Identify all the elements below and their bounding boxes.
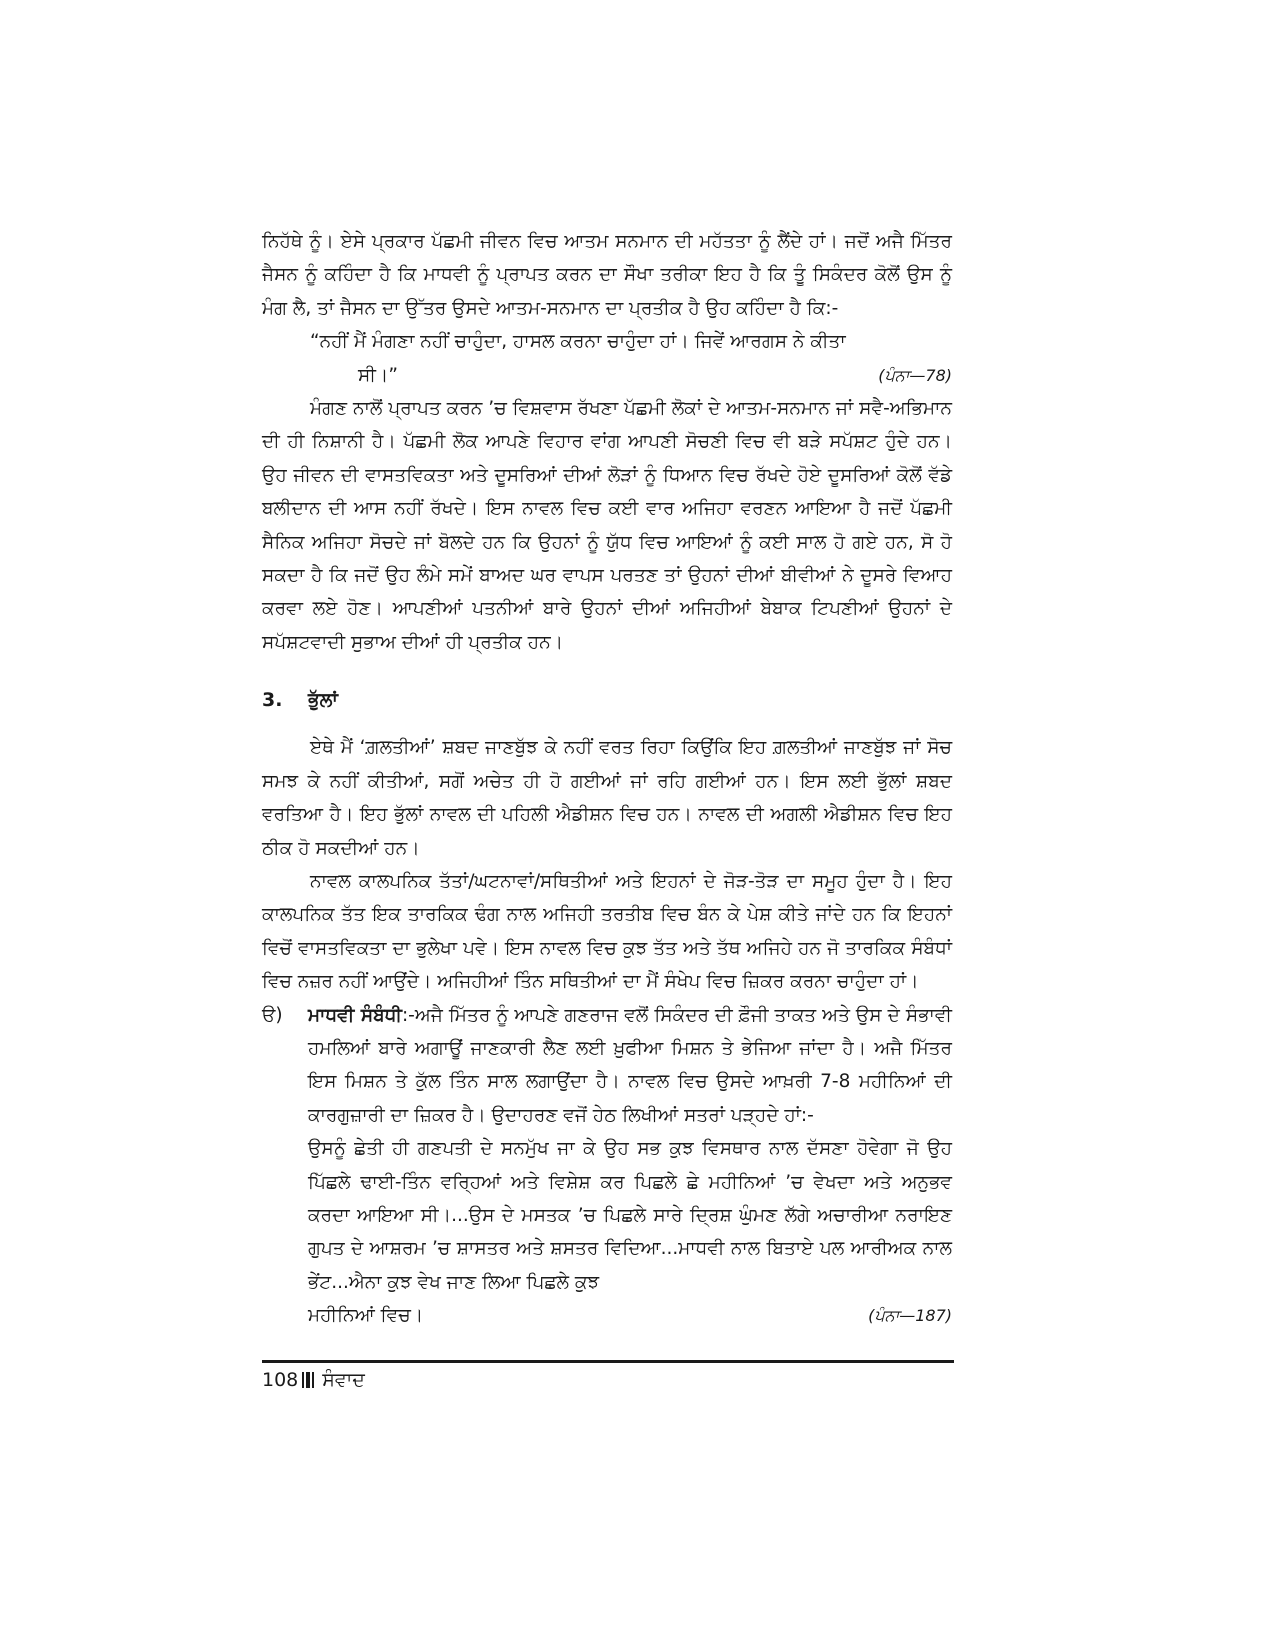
quote-1-line-2: ਸੀ।” (358, 364, 398, 386)
list-item-a (262, 999, 952, 1333)
list-item-quote-last-line (308, 1299, 952, 1332)
quote-1-line-1: “ਨਹੀਂ ਮੈਂ ਮੰਗਣਾ ਨਹੀਂ ਚਾਹੁੰਦਾ, ਹਾਸਲ ਕਰਨਾ ਚਾਹੁੰਦਾ ਹਾਂ। ਜਿਵੇਂ ਆਰਗਸ ਨੇ ਕੀਤਾ (310, 331, 846, 353)
paragraph-2: ਮੰਗਣ ਨਾਲੋਂ ਪ੍ਰਾਪਤ ਕਰਨ ’ਚ ਵਿਸ਼ਵਾਸ ਰੱਖਣਾ ਪੱਛਮੀ ਲੋਕਾਂ ਦੇ ਆਤਮ-ਸਨਮਾਨ ਜਾਂ ਸਵੈ-ਅਭਿਮਾਨ ਦੀ ਹੀ ਨਿਸ਼ਾਨੀ ਹੈ। ਪੱਛਮੀ ਲੋਕ ਆਪਣੇ ਵਿਹਾਰ ਵਾਂਗ ਆਪਣੀ ਸੋਚਣੀ ਵਿਚ ਵੀ ਬੜੇ ਸਪੱਸ਼ਟ ਹੁੰਦੇ ਹਨ। ਉਹ ਜੀਵਨ ਦੀ ਵਾਸਤਵਿਕਤਾ ਅਤੇ ਦੂਸਰਿਆਂ ਦੀਆਂ ਲੋੜਾਂ ਨੂੰ ਧਿਆਨ ਵਿਚ ਰੱਖਦੇ ਹੋਏ ਦੂਸਰਿਆਂ ਕੋਲੋਂ ਵੱਡੇ ਬਲੀਦਾਨ ਦੀ ਆਸ ਨਹੀਂ ਰੱਖਦੇ। ਇਸ ਨਾਵਲ ਵਿਚ ਕਈ ਵਾਰ ਅਜਿਹਾ ਵਰਣਨ ਆਇਆ ਹੈ ਜਦੋਂ ਪੱਛਮੀ ਸੈਨਿਕ ਅਜਿਹਾ ਸੋਚਦੇ ਜਾਂ ਬੋਲਦੇ ਹਨ ਕਿ ਉਹਨਾਂ ਨੂੰ ਯੁੱਧ ਵਿਚ ਆਇਆਂ ਨੂੰ ਕਈ ਸਾਲ ਹੋ ਗਏ ਹਨ, ਸੋ ਹੋ ਸਕਦਾ ਹੈ ਕਿ ਜਦੋਂ ਉਹ ਲੰਮੇ ਸਮੇਂ ਬਾਅਦ ਘਰ ਵਾਪਸ ਪਰਤਣ ਤਾਂ ਉਹਨਾਂ ਦੀਆਂ ਬੀਵੀਆਂ ਨੇ ਦੂਸਰੇ ਵਿਆਹ ਕਰਵਾ ਲਏ ਹੋਣ। ਆਪਣੀਆਂ ਪਤਨੀਆਂ ਬਾਰੇ ਉਹਨਾਂ ਦੀਆਂ ਅਜਿਹੀਆਂ ਬੇਬਾਕ ਟਿਪਣੀਆਂ ਉਹਨਾਂ ਦੇ ਸਪੱਸ਼ਟਵਾਦੀ ਸੁਭਾਅ ਦੀਆਂ ਹੀ ਪ੍ਰਤੀਕ ਹਨ। (262, 398, 952, 653)
quote-block-1 (262, 325, 952, 392)
section-number: 3. (262, 689, 283, 712)
journal-name: ਸੰਵਾਦ (322, 1369, 365, 1391)
paragraph-4: ਨਾਵਲ ਕਾਲਪਨਿਕ ਤੱਤਾਂ/ਘਟਨਾਵਾਂ/ਸਥਿਤੀਆਂ ਅਤੇ ਇਹਨਾਂ ਦੇ ਜੋੜ-ਤੋੜ ਦਾ ਸਮੂਹ ਹੁੰਦਾ ਹੈ। ਇਹ ਕਾਲਪਨਿਕ ਤੱਤ ਇਕ ਤਾਰਕਿਕ ਢੰਗ ਨਾਲ ਅਜਿਹੀ ਤਰਤੀਬ ਵਿਚ ਬੰਨ ਕੇ ਪੇਸ਼ ਕੀਤੇ ਜਾਂਦੇ ਹਨ ਕਿ ਇਹਨਾਂ ਵਿਚੋਂ ਵਾਸਤਵਿਕਤਾ ਦਾ ਭੁਲੇਖਾ ਪਵੇ। ਇਸ ਨਾਵਲ ਵਿਚ ਕੁਝ ਤੱਤ ਅਤੇ ਤੱਥ ਅਜਿਹੇ ਹਨ ਜੋ ਤਾਰਕਿਕ ਸੰਬੰਧਾਂ ਵਿਚ ਨਜ਼ਰ ਨਹੀਂ ਆਉਂਦੇ। ਅਜਿਹੀਆਂ ਤਿੰਨ ਸਥਿਤੀਆਂ ਦਾ ਮੈਂ ਸੰਖੇਪ ਵਿਚ ਜ਼ਿਕਰ ਕਰਨਾ ਚਾਹੁੰਦਾ ਹਾਂ। (262, 870, 952, 993)
page-number: 108 (262, 1369, 299, 1391)
section-heading (262, 689, 952, 711)
list-item-body (308, 999, 952, 1333)
page-body (262, 225, 952, 1333)
quote-1-last-line (262, 359, 952, 392)
list-item-quote: ਉਸਨੂੰ ਛੇਤੀ ਹੀ ਗਣਪਤੀ ਦੇ ਸਨਮੁੱਖ ਜਾ ਕੇ ਉਹ ਸਭ ਕੁਝ ਵਿਸਥਾਰ ਨਾਲ ਦੱਸਣਾ ਹੋਵੇਗਾ ਜੋ ਉਹ ਪਿੱਛਲੇ ਢਾਈ-ਤਿੰਨ ਵਰ੍ਹਿਆਂ ਅਤੇ ਵਿਸ਼ੇਸ਼ ਕਰ ਪਿਛਲੇ ਛੇ ਮਹੀਨਿਆਂ ’ਚ ਵੇਖਦਾ ਅਤੇ ਅਨੁਭਵ ਕਰਦਾ ਆਇਆ ਸੀ।...ਉਸ ਦੇ ਮਸਤਕ ’ਚ ਪਿਛਲੇ ਸਾਰੇ ਦ੍ਰਿਸ਼ ਘੁੰਮਣ ਲੱਗੇ ਅਚਾਰੀਆ ਨਰਾਇਣ ਗੁਪਤ ਦੇ ਆਸ਼ਰਮ ’ਚ ਸ਼ਾਸਤਰ ਅਤੇ ਸ਼ਸਤਰ ਵਿਦਿਆ...ਮਾਧਵੀ ਨਾਲ ਬਿਤਾਏ ਪਲ ਆਰੀਅਕ ਨਾਲ ਭੇਂਟ...ਐਨਾ ਕੁਝ ਵੇਖ ਜਾਣ ਲਿਆ ਪਿਛਲੇ ਕੁਝ (308, 1138, 952, 1293)
list-item-text (308, 999, 952, 1133)
list-item-description: :-ਅਜੈ ਮਿੱਤਰ ਨੂੰ ਆਪਣੇ ਗਣਰਾਜ ਵਲੋਂ ਸਿਕੰਦਰ ਦੀ ਫ਼ੌਜੀ ਤਾਕਤ ਅਤੇ ਉਸ ਦੇ ਸੰਭਾਵੀ ਹਮਲਿਆਂ ਬਾਰੇ ਅਗਾਊਂ ਜਾਣਕਾਰੀ ਲੈਣ ਲਈ ਖ਼ੁਫੀਆ ਮਿਸ਼ਨ ਤੇ ਭੇਜਿਆ ਜਾਂਦਾ ਹੈ। ਅਜੈ ਮਿੱਤਰ ਇਸ ਮਿਸ਼ਨ ਤੇ ਕੁੱਲ ਤਿੰਨ ਸਾਲ ਲਗਾਉਂਦਾ ਹੈ। ਨਾਵਲ ਵਿਚ ਉਸਦੇ ਆਖ਼ਰੀ 7-8 ਮਹੀਨਿਆਂ ਦੀ ਕਾਰਗੁਜ਼ਾਰੀ ਦਾ ਜ਼ਿਕਰ ਹੈ। ਉਦਾਹਰਣ ਵਜੋਂ ਹੇਠ ਲਿਖੀਆਂ ਸਤਰਾਂ ਪੜ੍ਹਦੇ ਹਾਂ:- (308, 1004, 952, 1126)
paragraph-1: ਨਿਹੱਥੇ ਨੂੰ। ਏਸੇ ਪ੍ਰਕਾਰ ਪੱਛਮੀ ਜੀਵਨ ਵਿਚ ਆਤਮ ਸਨਮਾਨ ਦੀ ਮਹੱਤਤਾ ਨੂੰ ਲੈਂਦੇ ਹਾਂ। ਜਦੋਂ ਅਜੈ ਮਿੱਤਰ ਜੈਸਨ ਨੂੰ ਕਹਿੰਦਾ ਹੈ ਕਿ ਮਾਧਵੀ ਨੂੰ ਪ੍ਰਾਪਤ ਕਰਨ ਦਾ ਸੌਖਾ ਤਰੀਕਾ ਇਹ ਹੈ ਕਿ ਤੂੰ ਸਿਕੰਦਰ ਕੋਲੋਂ ਉਸ ਨੂੰ ਮੰਗ ਲੈ, ਤਾਂ ਜੈਸਨ ਦਾ ਉੱਤਰ ਉਸਦੇ ਆਤਮ-ਸਨਮਾਨ ਦਾ ਪ੍ਰਤੀਕ ਹੈ ਉਹ ਕਹਿੰਦਾ ਹੈ ਕਿ:- (262, 231, 952, 319)
list-item-bold-title: ਮਾਧਵੀ ਸੰਬੰਧੀ (308, 1004, 402, 1026)
page-footer (262, 1364, 365, 1396)
paragraph-3: ਏਥੇ ਮੈਂ ‘ਗ਼ਲਤੀਆਂ’ ਸ਼ਬਦ ਜਾਣਬੁੱਝ ਕੇ ਨਹੀਂ ਵਰਤ ਰਿਹਾ ਕਿਉਂਕਿ ਇਹ ਗ਼ਲਤੀਆਂ ਜਾਣਬੁੱਝ ਜਾਂ ਸੋਚ ਸਮਝ ਕੇ ਨਹੀਂ ਕੀਤੀਆਂ, ਸਗੋਂ ਅਚੇਤ ਹੀ ਹੋ ਗਈਆਂ ਜਾਂ ਰਹਿ ਗਈਆਂ ਹਨ। ਇਸ ਲਈ ਭੁੱਲਾਂ ਸ਼ਬਦ ਵਰਤਿਆ ਹੈ। ਇਹ ਭੁੱਲਾਂ ਨਾਵਲ ਦੀ ਪਹਿਲੀ ਐਡੀਸ਼ਨ ਵਿਚ ਹਨ। ਨਾਵਲ ਦੀ ਅਗਲੀ ਐਡੀਸ਼ਨ ਵਿਚ ਇਹ ਠੀਕ ਹੋ ਸਕਦੀਆਂ ਹਨ। (262, 737, 952, 859)
section-title: ਭੁੱਲਾਂ (308, 689, 338, 712)
page-citation-78: (ਪੰਨਾ—78) (878, 365, 952, 385)
list-item-quote-end: ਮਹੀਨਿਆਂ ਵਿਚ। (308, 1305, 424, 1327)
page-citation-187: (ਪੰਨਾ—187) (868, 1306, 952, 1326)
footer-divider (262, 1360, 954, 1363)
list-item-label: ੳ) (262, 1004, 283, 1026)
bars-ornament-icon (302, 1372, 314, 1388)
